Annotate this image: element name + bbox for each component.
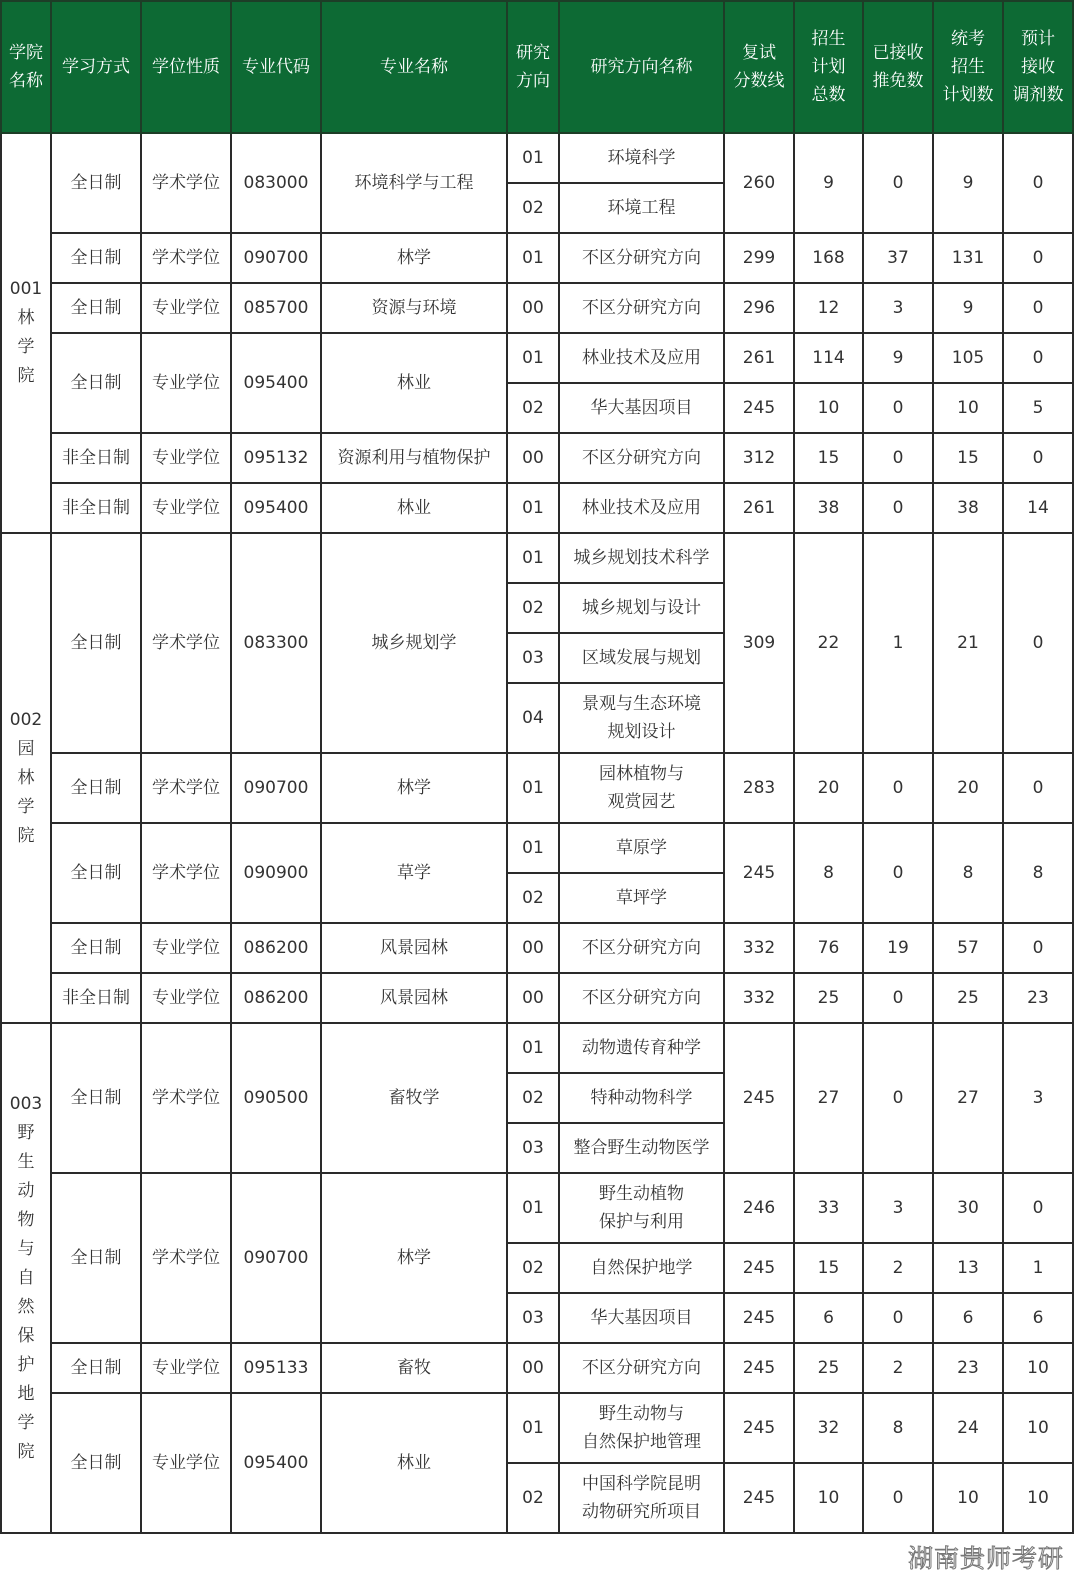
direction-name: 城乡规划与设计: [559, 583, 724, 633]
direction-code: 02: [507, 1243, 559, 1293]
direction-code: 04: [507, 683, 559, 753]
exempt-count: 0: [863, 383, 933, 433]
total-plan: 33: [794, 1173, 863, 1243]
total-plan: 12: [794, 283, 863, 333]
header-total-plan: 招生 计划 总数: [794, 1, 863, 133]
direction-code: 02: [507, 583, 559, 633]
direction-code: 01: [507, 333, 559, 383]
table-row: [1, 973, 1073, 1023]
direction-code: 00: [507, 1343, 559, 1393]
unified-plan: 13: [933, 1243, 1003, 1293]
total-plan: 22: [794, 533, 863, 753]
direction-code: 00: [507, 923, 559, 973]
major-code: 083000: [231, 133, 321, 233]
table-row: [1, 533, 1073, 583]
direction-name: 不区分研究方向: [559, 923, 724, 973]
major-name: 林学: [321, 753, 507, 823]
study-mode: 全日制: [51, 923, 141, 973]
direction-name: 特种动物科学: [559, 1073, 724, 1123]
direction-code: 03: [507, 633, 559, 683]
study-mode: 全日制: [51, 233, 141, 283]
major-code: 086200: [231, 973, 321, 1023]
major-code: 095400: [231, 1393, 321, 1533]
college-name: 001 林 学 院: [1, 133, 51, 533]
unified-plan: 20: [933, 753, 1003, 823]
exempt-count: 0: [863, 483, 933, 533]
retest-score: 296: [724, 283, 794, 333]
watermark: 湖南贵师考研: [907, 1544, 1064, 1573]
total-plan: 32: [794, 1393, 863, 1463]
direction-code: 01: [507, 233, 559, 283]
table-row: [1, 333, 1073, 383]
header-study-mode: 学习方式: [51, 1, 141, 133]
exempt-count: 19: [863, 923, 933, 973]
retest-score: 283: [724, 753, 794, 823]
major-code: 095400: [231, 483, 321, 533]
direction-name: 不区分研究方向: [559, 233, 724, 283]
table-row: [1, 923, 1073, 973]
exempt-count: 37: [863, 233, 933, 283]
unified-plan: 57: [933, 923, 1003, 973]
direction-name: 不区分研究方向: [559, 1343, 724, 1393]
college-name: 003 野 生 动 物 与 自 然 保 护 地 学 院: [1, 1023, 51, 1533]
retest-score: 245: [724, 1023, 794, 1173]
exempt-count: 0: [863, 753, 933, 823]
direction-code: 01: [507, 1173, 559, 1243]
direction-code: 02: [507, 383, 559, 433]
unified-plan: 21: [933, 533, 1003, 753]
adjust-count: 23: [1003, 973, 1073, 1023]
direction-name: 草原学: [559, 823, 724, 873]
college-name: 002 园 林 学 院: [1, 533, 51, 1023]
degree-type: 专业学位: [141, 333, 231, 433]
study-mode: 全日制: [51, 753, 141, 823]
adjust-count: 1: [1003, 1243, 1073, 1293]
retest-score: 332: [724, 973, 794, 1023]
study-mode: 全日制: [51, 1393, 141, 1533]
adjust-count: 0: [1003, 333, 1073, 383]
unified-plan: 9: [933, 283, 1003, 333]
total-plan: 168: [794, 233, 863, 283]
direction-name: 动物遗传育种学: [559, 1023, 724, 1073]
major-name: 林业: [321, 333, 507, 433]
total-plan: 38: [794, 483, 863, 533]
unified-plan: 8: [933, 823, 1003, 923]
adjust-count: 0: [1003, 1173, 1073, 1243]
adjust-count: 0: [1003, 433, 1073, 483]
adjust-count: 0: [1003, 133, 1073, 233]
major-code: 095133: [231, 1343, 321, 1393]
header-major-code: 专业代码: [231, 1, 321, 133]
direction-name: 环境工程: [559, 183, 724, 233]
adjust-count: 14: [1003, 483, 1073, 533]
direction-code: 03: [507, 1293, 559, 1343]
retest-score: 245: [724, 1243, 794, 1293]
unified-plan: 27: [933, 1023, 1003, 1173]
table-row: [1, 133, 1073, 183]
total-plan: 9: [794, 133, 863, 233]
table-row: [1, 1173, 1073, 1243]
unified-plan: 24: [933, 1393, 1003, 1463]
major-code: 090700: [231, 233, 321, 283]
adjust-count: 10: [1003, 1343, 1073, 1393]
major-name: 风景园林: [321, 973, 507, 1023]
header-direction-code: 研究 方向: [507, 1, 559, 133]
direction-name: 自然保护地学: [559, 1243, 724, 1293]
unified-plan: 10: [933, 1463, 1003, 1533]
header-retest-score: 复试 分数线: [724, 1, 794, 133]
unified-plan: 38: [933, 483, 1003, 533]
major-name: 畜牧: [321, 1343, 507, 1393]
direction-code: 01: [507, 533, 559, 583]
adjust-count: 8: [1003, 823, 1073, 923]
table-row: [1, 233, 1073, 283]
header-degree-type: 学位性质: [141, 1, 231, 133]
total-plan: 6: [794, 1293, 863, 1343]
direction-name: 不区分研究方向: [559, 973, 724, 1023]
study-mode: 非全日制: [51, 973, 141, 1023]
exempt-count: 0: [863, 1293, 933, 1343]
table-body: [1, 133, 1073, 1533]
major-name: 畜牧学: [321, 1023, 507, 1173]
direction-code: 02: [507, 183, 559, 233]
direction-name: 野生动物与 自然保护地管理: [559, 1393, 724, 1463]
degree-type: 专业学位: [141, 923, 231, 973]
retest-score: 261: [724, 333, 794, 383]
table-row: [1, 433, 1073, 483]
exempt-count: 0: [863, 433, 933, 483]
table-row: [1, 283, 1073, 333]
degree-type: 专业学位: [141, 1343, 231, 1393]
degree-type: 学术学位: [141, 823, 231, 923]
retest-score: 246: [724, 1173, 794, 1243]
adjust-count: 10: [1003, 1463, 1073, 1533]
total-plan: 25: [794, 1343, 863, 1393]
direction-name: 野生动植物 保护与利用: [559, 1173, 724, 1243]
exempt-count: 3: [863, 1173, 933, 1243]
table-row: [1, 753, 1073, 823]
direction-code: 01: [507, 483, 559, 533]
study-mode: 全日制: [51, 1173, 141, 1343]
direction-name: 整合野生动物医学: [559, 1123, 724, 1173]
major-code: 090500: [231, 1023, 321, 1173]
degree-type: 学术学位: [141, 1173, 231, 1343]
major-name: 林学: [321, 233, 507, 283]
adjust-count: 0: [1003, 283, 1073, 333]
table-row: [1, 1343, 1073, 1393]
total-plan: 20: [794, 753, 863, 823]
degree-type: 学术学位: [141, 753, 231, 823]
adjust-count: 0: [1003, 233, 1073, 283]
unified-plan: 25: [933, 973, 1003, 1023]
header-adjust-count: 预计 接收 调剂数: [1003, 1, 1073, 133]
exempt-count: 1: [863, 533, 933, 753]
total-plan: 15: [794, 1243, 863, 1293]
degree-type: 专业学位: [141, 1393, 231, 1533]
unified-plan: 105: [933, 333, 1003, 383]
major-name: 草学: [321, 823, 507, 923]
total-plan: 27: [794, 1023, 863, 1173]
degree-type: 专业学位: [141, 973, 231, 1023]
direction-code: 00: [507, 973, 559, 1023]
retest-score: 245: [724, 383, 794, 433]
major-name: 资源与环境: [321, 283, 507, 333]
exempt-count: 3: [863, 283, 933, 333]
direction-name: 华大基因项目: [559, 1293, 724, 1343]
major-code: 095132: [231, 433, 321, 483]
major-name: 林学: [321, 1173, 507, 1343]
direction-code: 02: [507, 1073, 559, 1123]
exempt-count: 0: [863, 1463, 933, 1533]
direction-code: 01: [507, 753, 559, 823]
study-mode: 非全日制: [51, 433, 141, 483]
table-row: [1, 1023, 1073, 1073]
study-mode: 全日制: [51, 283, 141, 333]
direction-code: 01: [507, 1393, 559, 1463]
exempt-count: 2: [863, 1343, 933, 1393]
adjust-count: 0: [1003, 533, 1073, 753]
adjust-count: 0: [1003, 753, 1073, 823]
unified-plan: 30: [933, 1173, 1003, 1243]
unified-plan: 9: [933, 133, 1003, 233]
header-major-name: 专业名称: [321, 1, 507, 133]
major-code: 090900: [231, 823, 321, 923]
total-plan: 76: [794, 923, 863, 973]
retest-score: 245: [724, 1463, 794, 1533]
direction-code: 02: [507, 1463, 559, 1533]
exempt-count: 0: [863, 973, 933, 1023]
direction-name: 城乡规划技术科学: [559, 533, 724, 583]
major-code: 090700: [231, 753, 321, 823]
adjust-count: 3: [1003, 1023, 1073, 1173]
direction-name: 草坪学: [559, 873, 724, 923]
direction-name: 林业技术及应用: [559, 333, 724, 383]
exempt-count: 9: [863, 333, 933, 383]
study-mode: 全日制: [51, 333, 141, 433]
total-plan: 8: [794, 823, 863, 923]
header-unified-plan: 统考 招生 计划数: [933, 1, 1003, 133]
direction-code: 00: [507, 433, 559, 483]
study-mode: 全日制: [51, 823, 141, 923]
direction-code: 01: [507, 823, 559, 873]
major-name: 资源利用与植物保护: [321, 433, 507, 483]
degree-type: 专业学位: [141, 283, 231, 333]
total-plan: 10: [794, 1463, 863, 1533]
exempt-count: 2: [863, 1243, 933, 1293]
header-direction-name: 研究方向名称: [559, 1, 724, 133]
retest-score: 245: [724, 823, 794, 923]
study-mode: 全日制: [51, 1343, 141, 1393]
header-college: 学院 名称: [1, 1, 51, 133]
total-plan: 15: [794, 433, 863, 483]
direction-name: 华大基因项目: [559, 383, 724, 433]
degree-type: 专业学位: [141, 483, 231, 533]
major-name: 林业: [321, 1393, 507, 1533]
direction-code: 01: [507, 1023, 559, 1073]
table-row: [1, 1393, 1073, 1463]
major-code: 083300: [231, 533, 321, 753]
adjust-count: 0: [1003, 923, 1073, 973]
retest-score: 245: [724, 1293, 794, 1343]
unified-plan: 10: [933, 383, 1003, 433]
study-mode: 全日制: [51, 1023, 141, 1173]
degree-type: 学术学位: [141, 133, 231, 233]
retest-score: 245: [724, 1343, 794, 1393]
degree-type: 学术学位: [141, 533, 231, 753]
major-code: 085700: [231, 283, 321, 333]
table-row: [1, 823, 1073, 873]
direction-name: 不区分研究方向: [559, 283, 724, 333]
major-name: 环境科学与工程: [321, 133, 507, 233]
degree-type: 学术学位: [141, 1023, 231, 1173]
direction-code: 02: [507, 873, 559, 923]
header-exempt-count: 已接收 推免数: [863, 1, 933, 133]
study-mode: 非全日制: [51, 483, 141, 533]
retest-score: 299: [724, 233, 794, 283]
direction-name: 林业技术及应用: [559, 483, 724, 533]
degree-type: 专业学位: [141, 433, 231, 483]
exempt-count: 8: [863, 1393, 933, 1463]
unified-plan: 15: [933, 433, 1003, 483]
unified-plan: 23: [933, 1343, 1003, 1393]
adjust-count: 10: [1003, 1393, 1073, 1463]
direction-name: 不区分研究方向: [559, 433, 724, 483]
total-plan: 10: [794, 383, 863, 433]
retest-score: 309: [724, 533, 794, 753]
direction-name: 景观与生态环境 规划设计: [559, 683, 724, 753]
study-mode: 全日制: [51, 133, 141, 233]
adjust-count: 5: [1003, 383, 1073, 433]
unified-plan: 6: [933, 1293, 1003, 1343]
direction-name: 区域发展与规划: [559, 633, 724, 683]
degree-type: 学术学位: [141, 233, 231, 283]
direction-name: 园林植物与 观赏园艺: [559, 753, 724, 823]
major-code: 095400: [231, 333, 321, 433]
retest-score: 260: [724, 133, 794, 233]
exempt-count: 0: [863, 823, 933, 923]
study-mode: 全日制: [51, 533, 141, 753]
major-code: 086200: [231, 923, 321, 973]
direction-name: 环境科学: [559, 133, 724, 183]
retest-score: 332: [724, 923, 794, 973]
exempt-count: 0: [863, 133, 933, 233]
header-row: [1, 1, 1073, 133]
total-plan: 25: [794, 973, 863, 1023]
retest-score: 245: [724, 1393, 794, 1463]
major-name: 城乡规划学: [321, 533, 507, 753]
direction-code: 01: [507, 133, 559, 183]
retest-score: 261: [724, 483, 794, 533]
adjust-count: 6: [1003, 1293, 1073, 1343]
direction-code: 03: [507, 1123, 559, 1173]
major-name: 风景园林: [321, 923, 507, 973]
unified-plan: 131: [933, 233, 1003, 283]
major-name: 林业: [321, 483, 507, 533]
direction-code: 00: [507, 283, 559, 333]
exempt-count: 0: [863, 1023, 933, 1173]
retest-score: 312: [724, 433, 794, 483]
total-plan: 114: [794, 333, 863, 383]
direction-name: 中国科学院昆明 动物研究所项目: [559, 1463, 724, 1533]
table-row: [1, 483, 1073, 533]
major-code: 090700: [231, 1173, 321, 1343]
